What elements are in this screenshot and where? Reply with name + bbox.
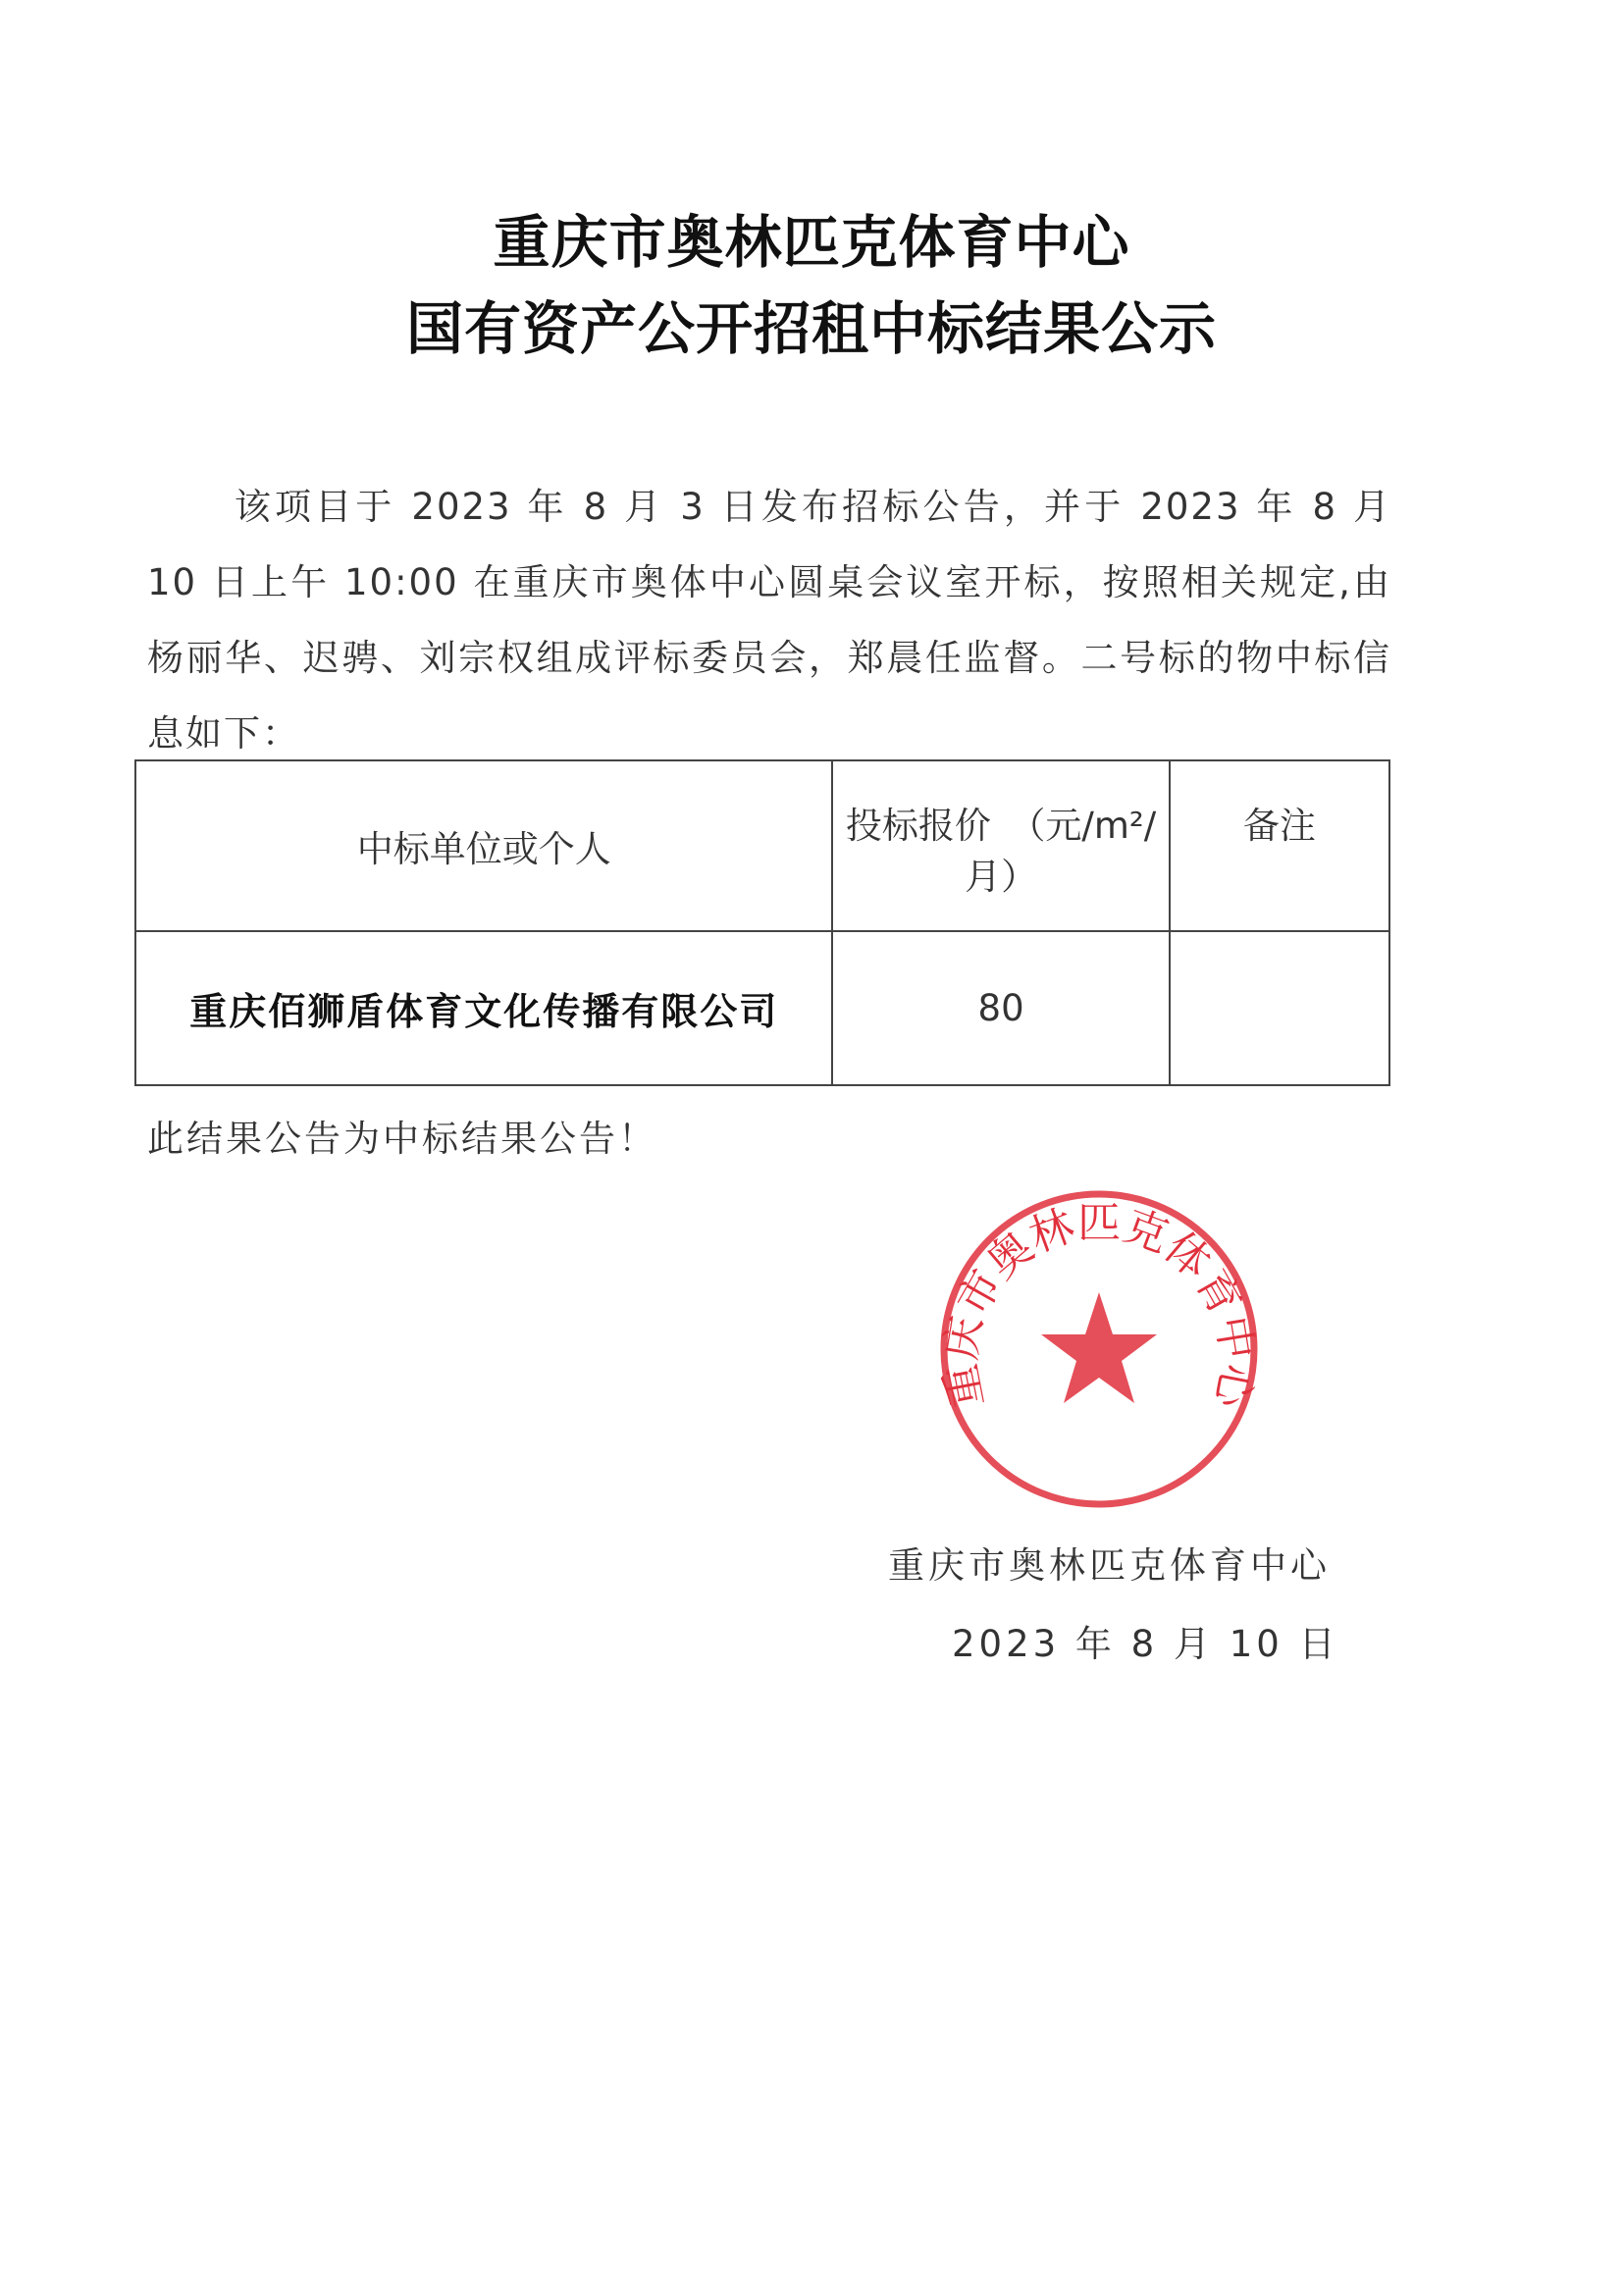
result-note: 此结果公告为中标结果公告！ (147, 1118, 657, 1160)
table-header-row (135, 760, 1389, 931)
body-paragraph: 该项目于 2023 年 8 月 3 日发布招标公告，并于 2023 年 8 月 10 日上午 10:00 在重庆市奥体中心圆桌会议室开标，按照相关规定,由杨丽华、迟骋、刘宗权组成评标委员会，郑晨任监督。二号标的物中标信息如下： (147, 486, 1391, 755)
header-price: 投标报价 （元/m²/月） (832, 760, 1169, 931)
signature-org: 重庆市奥林匹克体育中心 (888, 1544, 1331, 1587)
table-row (135, 931, 1389, 1085)
document-title-line1: 重庆市奥林匹克体育中心 (493, 209, 1130, 276)
header-remark: 备注 (1170, 760, 1389, 931)
cell-price: 80 (832, 931, 1169, 1085)
cell-winner: 重庆佰狮盾体育文化传播有限公司 (135, 931, 832, 1085)
seal-star-icon (1041, 1292, 1157, 1403)
document-title-line2: 国有资产公开招租中标结果公示 (405, 295, 1217, 362)
header-winner: 中标单位或个人 (135, 760, 832, 931)
signature-date: 2023 年 8 月 10 日 (952, 1623, 1339, 1665)
seal-text: 重庆市奥林匹克体育中心 (935, 1198, 1263, 1412)
result-table (134, 759, 1390, 1086)
cell-remark (1170, 931, 1389, 1085)
official-seal (932, 1182, 1266, 1516)
